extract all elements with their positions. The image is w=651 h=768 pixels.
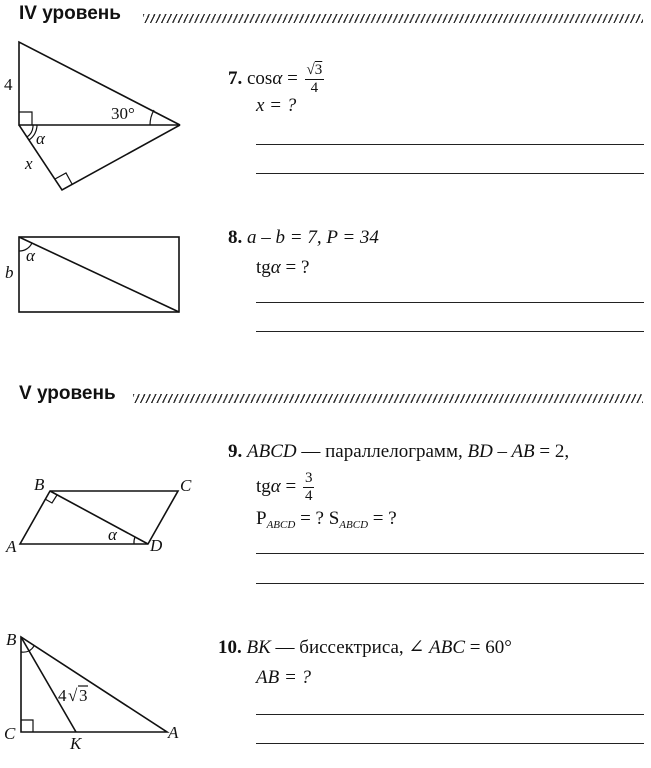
fig10-radicand: 3 [79, 686, 88, 705]
task-10-bk: BK [246, 637, 271, 658]
fig10-angle-arc-2 [29, 646, 34, 651]
task-8-number: 8. [228, 227, 243, 248]
task-9-S-sub: ABCD [339, 519, 369, 531]
task-9-text: — параллелограмм, [296, 441, 468, 462]
level-5-heading: V уровень [19, 383, 116, 404]
task-10-text: — биссектриса, ∠ [270, 637, 430, 658]
task-9-eq2: = [280, 475, 301, 497]
fig7-right-angle-mark-top [19, 112, 32, 125]
fig7-x-label: x [25, 154, 33, 173]
fig10-triangle [21, 637, 167, 732]
task-10-answer-line-2[interactable] [256, 743, 644, 744]
task-8-question [256, 254, 309, 281]
task-8-question-text: = ? [280, 257, 310, 278]
figure-8 [0, 230, 200, 320]
fig7-angle-30-label: 30° [111, 104, 135, 123]
task-9-P-sub: ABCD [266, 519, 296, 531]
task-9-line-2 [256, 470, 316, 505]
fig7-alpha-label: α [36, 129, 45, 148]
fig10-label-K: K [70, 734, 82, 753]
level-4-hatch-divider [143, 14, 643, 23]
fig7-angle-30-arc [150, 110, 154, 125]
task-7-radicand: 3 [314, 62, 323, 78]
fig9-label-D: D [150, 536, 163, 555]
task-9-q: = ? [295, 508, 329, 529]
task-8-answer-line-1[interactable] [256, 302, 644, 303]
fig7-alpha-arc-1 [27, 125, 33, 137]
task-9-number: 9. [228, 441, 243, 462]
fig10-angle-arc-1 [21, 651, 29, 652]
task-7-number: 7. [228, 67, 243, 89]
task-7-cos: cos [247, 67, 273, 89]
task-9-eq: = 2, [534, 441, 570, 462]
fig9-label-C: C [180, 476, 192, 495]
task-7-denominator: 4 [310, 80, 319, 96]
level-5-hatch-divider [133, 394, 643, 403]
fig9-alpha-label: α [108, 525, 117, 544]
fig10-sqrt: √ [68, 686, 78, 705]
task-9-fraction [303, 470, 315, 505]
task-8 [228, 224, 379, 251]
task-10-abc: ABC [429, 637, 465, 658]
task-9-tg: tg [256, 475, 271, 497]
task-7-fraction [305, 62, 325, 97]
task-8-condition: a – b = 7, P = 34 [247, 227, 379, 248]
task-10-number: 10. [218, 637, 242, 658]
task-9 [228, 438, 569, 465]
task-10 [218, 634, 512, 661]
task-9-S: S [328, 508, 340, 529]
task-7-answer-line-2[interactable] [256, 173, 644, 174]
figure-9 [0, 470, 210, 560]
task-10-eq: = 60° [465, 637, 512, 658]
task-10-question: AB = ? [256, 667, 312, 688]
fig9-label-A: A [6, 537, 17, 556]
task-9-alpha: α [270, 475, 281, 497]
fig8-b-label: b [5, 263, 14, 282]
task-10-answer-line-1[interactable] [256, 714, 644, 715]
task-9-abcd: ABCD [247, 441, 297, 462]
task-8-answer-line-2[interactable] [256, 331, 644, 332]
task-9-answer-line-2[interactable] [256, 583, 644, 584]
task-7-answer-line-1[interactable] [256, 144, 644, 145]
fig7-side-label: 4 [4, 75, 13, 94]
fig9-alpha-arc [134, 537, 135, 544]
level-4-heading: IV уровень [19, 3, 121, 24]
task-9-answer-line-1[interactable] [256, 553, 644, 554]
task-9-q2: = ? [368, 508, 397, 529]
fig10-label-C: C [4, 724, 16, 743]
fig7-upper-triangle [19, 42, 180, 125]
fig9-diagonal-bd [50, 491, 148, 544]
fig8-alpha-label: α [26, 246, 35, 265]
figure-10 [0, 625, 200, 755]
task-9-P: P [256, 508, 267, 529]
task-7-question: x = ? [256, 95, 297, 116]
task-9-denominator: 4 [304, 488, 313, 504]
fig9-label-B: B [34, 475, 45, 494]
task-7-eq: = [287, 67, 298, 89]
task-8-tg: tg [256, 257, 271, 278]
fig8-diagonal [19, 237, 179, 312]
task-9-bd-ab: BD – AB [467, 441, 535, 462]
task-7-sqrt: √ [306, 62, 315, 78]
fig10-coef: 4 [58, 686, 67, 705]
figure-7 [0, 30, 200, 200]
fig10-right-angle-mark [21, 720, 33, 732]
task-9-line-3 [256, 505, 397, 539]
task-9-numerator: 3 [304, 470, 313, 486]
task-8-alpha: α [270, 257, 281, 278]
fig10-label-B: B [6, 630, 17, 649]
task-7-alpha: α [272, 67, 283, 89]
fig10-label-A: A [168, 723, 179, 742]
